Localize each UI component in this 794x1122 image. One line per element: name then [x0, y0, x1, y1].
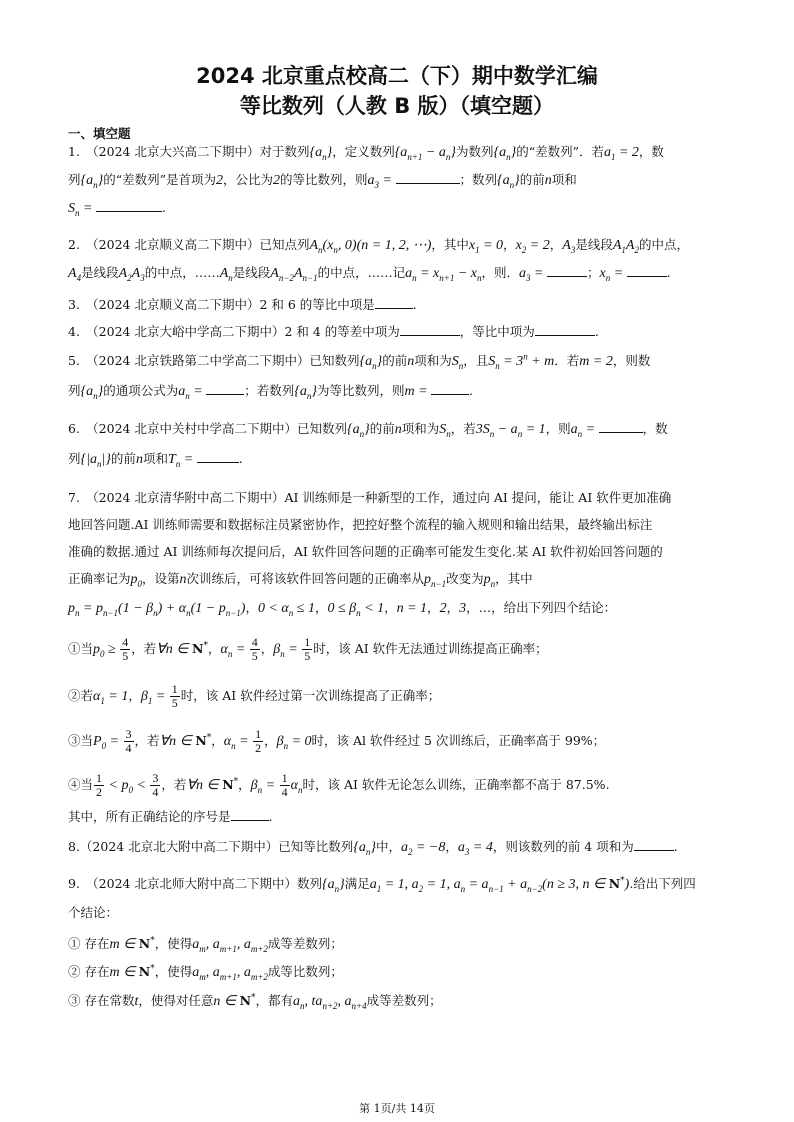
document-title-line1: 2024 北京重点校高二（下）期中数学汇编	[196, 64, 598, 88]
answer-blank[interactable]	[535, 323, 595, 336]
answer-blank[interactable]	[231, 808, 269, 821]
conclusion-2: ②若$\alpha_1 = 1$，$\beta_1$ = $\frac{1}{5}$ 时，该 AI 软件经过第一次训练提高了正确率；	[68, 682, 441, 710]
statement-1: ① 存在m ∈ N*，使得$a_m$, $a_{m+1}$, $a_{m+2}$成等差数列；	[68, 935, 343, 954]
question-7-ending: 其中，所有正确结论的序号是 .	[68, 809, 273, 824]
question-2-line-2: $A_4$是线段$A_2A_3$的中点，$\dots\dots A_n$是线段$A_{n-2}A_{n-1}$的中点，……记$a_n = x_{n+1} - x_n$，则．$a_3$ = ；$x_n$ = .	[68, 265, 671, 283]
answer-blank[interactable]	[400, 323, 460, 336]
conclusion-3: ③当$P_0$ = $\frac{3}{4}$ ，若∀n ∈ N*，$\alpha_n$ = $\frac{1}{2}$ ，$\beta_n = 0$时，该 Al 软件经过 5 次训练后，正确率高于 99%；	[68, 727, 606, 755]
question-1-line-3: $S_n$ = .	[68, 200, 166, 218]
question-3: 3. （2024 北京顺义高二下期中）2 和 6 的等比中项是 .	[68, 297, 417, 312]
question-9-line-2: 个结论：	[68, 905, 119, 920]
statement-3: ③ 存在常数t，使得对任意n ∈ N*，都有$a_n$, $ta_{n+2}$, $a_{n+4}$成等差数列；	[68, 992, 442, 1011]
question-7-line-5: $p_n = p_{n-1}(1 - \beta_n) + \alpha_n(1 - p_{n-1})$，$0 < \alpha_n \le 1$，$0 \le \beta_n < 1$，n = 1，2，3，…，给出下列四个结论：	[68, 600, 617, 618]
answer-blank[interactable]	[547, 264, 587, 277]
question-5-line-1: 5. （2024 北京铁路第二中学高二下期中）已知数列$\{a_n\}$的前n项和为$S_n$，且$S_n = 3^n + m$．若m = 2，则数	[68, 351, 651, 371]
document-title-line2: 等比数列（人教 B 版）（填空题）	[239, 94, 555, 118]
question-7-line-1: 7. （2024 北京清华附中高二下期中）AI 训练师是一种新型的工作，通过向 AI 提问，能让 AI 软件更加准确	[68, 490, 672, 505]
conclusion-1: ①当$p_0$ ≥ $\frac{4}{5}$ ，若∀n ∈ N*，$\alpha_n$ = $\frac{4}{5}$ ，$\beta_n$ = $\frac{1}{5}$ 时，该 AI 软件无法通过训练提高正确率；	[68, 635, 548, 663]
answer-blank[interactable]	[96, 199, 162, 212]
answer-blank[interactable]	[627, 264, 667, 277]
page-footer: 第 1页/共 14页	[359, 1102, 435, 1115]
question-4: 4. （2024 北京大峪中学高二下期中）2 和 4 的等差中项为 ，等比中项为 .	[68, 324, 599, 339]
answer-blank[interactable]	[634, 838, 674, 851]
question-5-line-2: 列$\{a_n\}$的通项公式为$a_n$ = ；若数列$\{a_n\}$为等比数列，则m = .	[68, 383, 473, 401]
answer-blank[interactable]	[375, 296, 413, 309]
statement-2: ② 存在m ∈ N*，使得$a_m$, $a_{m+1}$, $a_{m+2}$成等比数列；	[68, 963, 343, 982]
question-9-line-1: 9. （2024 北京北师大附中高二下期中）数列$\{a_n\}$满足$a_1 = 1$, $a_2 = 1$, $a_n = a_{n-1} + a_{n-2}(n \ge 3$, n ∈ N*).给出下列四	[68, 875, 696, 894]
question-7-line-4: 正确率记为$p_0$，设第n次训练后，可将该软件回答问题的正确率从$p_{n-1}$改变为$p_n$，其中	[68, 571, 533, 589]
answer-blank[interactable]	[396, 171, 460, 184]
question-7-line-3: 准确的数据.通过 AI 训练师每次提问后，AI 软件回答问题的正确率可能发生变化.某 AI 软件初始回答问题的	[68, 544, 663, 559]
question-2-line-1: 2. （2024 北京顺义高二下期中）已知点列$A_n(x_n$, 0)(n = 1, 2, ⋯)，其中$x_1 = 0$，$x_2 = 2$，$A_3$是线段$A_1A_2$的中点，	[68, 237, 689, 255]
question-8: 8.（2024 北京北大附中高二下期中）已知等比数列$\{a_n\}$中，$a_2 = -8$，$a_3 = 4$，则该数列的前 4 项和为 .	[68, 839, 678, 857]
question-6-line-2: 列$\{|a_n|\}$的前n项和$T_n$ = .	[68, 451, 243, 469]
conclusion-4: ④当 $\frac{1}{2}$ < $p_0$ < $\frac{3}{4}$ ，若∀n ∈ N*，$\beta_n$ = $\frac{1}{4}$ $\alpha_n$时，该 AI 软件无论怎么训练，正确率都不高于 87.5%.	[68, 771, 610, 799]
question-6-line-1: 6. （2024 北京中关村中学高二下期中）已知数列$\{a_n\}$的前n项和为$S_n$，若$3S_n - a_n = 1$，则$a_n$ = ，数	[68, 421, 668, 439]
section-heading: 一、填空题	[68, 126, 131, 141]
question-1-line-2: 列$\{a_n\}$的“差数列”是首项为2，公比为2的等比数列，则$a_3$ = ；数列$\{a_n\}$的前n项和	[68, 172, 577, 190]
answer-blank[interactable]	[206, 382, 244, 395]
answer-blank[interactable]	[599, 420, 643, 433]
question-1-line-1: 1. （2024 北京大兴高二下期中）对于数列$\{a_n\}$，定义数列$\{a_{n+1} - a_n\}$为数列$\{a_n\}$的“差数列”．若$a_1 = 2$，数	[68, 144, 664, 162]
answer-blank[interactable]	[431, 382, 469, 395]
answer-blank[interactable]	[197, 450, 239, 463]
question-7-line-2: 地回答问题.AI 训练师需要和数据标注员紧密协作，把控好整个流程的输入规则和输出结果，最终输出标注	[68, 517, 653, 532]
